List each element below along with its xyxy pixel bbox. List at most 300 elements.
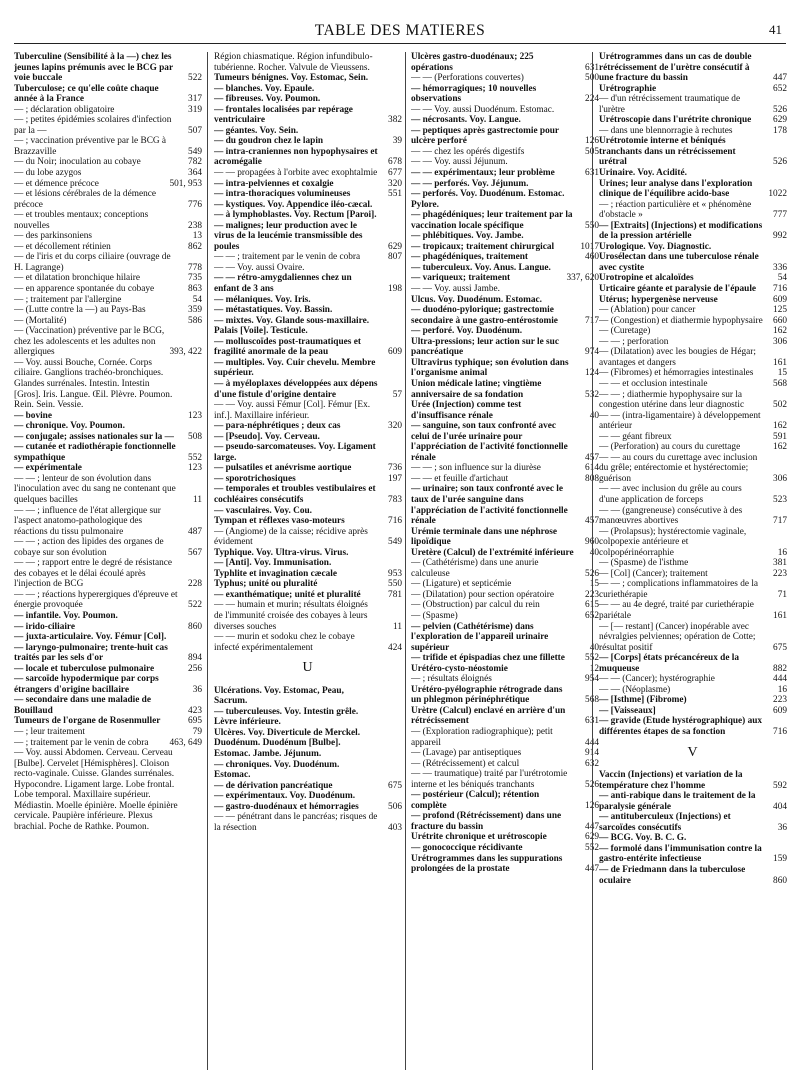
entry-page-ref: 614 (585, 463, 599, 474)
entry-text: — et décollement rétinien (14, 241, 111, 252)
index-entry (599, 242, 787, 253)
entry-text: — à myéloplaxes développées aux dépens d'une fistule d'origine dentaire (214, 378, 378, 400)
index-entry (214, 210, 402, 221)
entry-text: — — murin et sodoku chez le cobaye infecté expérimentalement (214, 632, 355, 653)
entry-text: Ultra-pressions; leur action sur le suc pancréatique (411, 336, 559, 358)
index-entry (411, 706, 599, 727)
index-entry (14, 748, 202, 832)
index-entry (599, 273, 787, 284)
entry-page-ref: 631 (585, 716, 599, 727)
entry-text: Urée (Injection) comme test d'insuffisance rénale (411, 400, 522, 421)
entry-text: Urétéro-pyélographie rétrograde dans un phlegmon périnéphrétique (411, 684, 563, 706)
entry-text: — (Lutte contre la —) au Pays-Bas (14, 305, 146, 316)
entry-page-ref: 523 (773, 494, 787, 505)
entry-text: — intra-thoraciques volumineuses (214, 189, 351, 200)
index-entry (599, 622, 787, 654)
entry-text: — — humain et murin; résultats éloignés de l'immunité croisée des cobayes à leurs diverses souches (214, 600, 368, 632)
entry-page-ref: 695 (188, 716, 202, 727)
index-entry (411, 84, 599, 105)
index-entry (411, 527, 599, 548)
index-entry (14, 716, 202, 727)
index-entry (411, 52, 599, 73)
index-entry (14, 674, 202, 695)
index-entry (411, 337, 599, 358)
index-entry (14, 157, 202, 168)
entry-page-ref: 675 (388, 780, 402, 791)
entry-text: — vasculaires. Voy. Cou. (214, 505, 312, 516)
entry-text: — irido-ciliaire (14, 621, 76, 632)
entry-text: Urétéro-cysto-néostomie (411, 663, 508, 674)
entry-page-ref: 457 (585, 516, 599, 527)
entry-page-ref: 15 (589, 579, 599, 590)
entry-page-ref: 306 (773, 473, 787, 484)
entry-page-ref: 382 (388, 115, 402, 126)
entry-page-ref: 631 (585, 168, 599, 179)
entry-page-ref: 57 (392, 389, 402, 400)
entry-page-ref: 631 (585, 62, 599, 73)
index-entry (214, 579, 402, 590)
index-entry (599, 442, 787, 453)
entry-page-ref: 11 (193, 494, 202, 505)
entry-page-ref: 677 (388, 168, 402, 179)
index-entry (14, 284, 202, 295)
entry-page-ref: 36 (777, 822, 787, 833)
entry-page-ref: 781 (388, 589, 402, 600)
entry-page-ref: 423 (188, 705, 202, 716)
index-entry (14, 537, 202, 558)
index-entry (14, 252, 202, 273)
entry-text: — infantile. Voy. Poumon. (14, 610, 118, 621)
entry-page-ref: 223 (585, 589, 599, 600)
entry-page-ref: 15 (777, 368, 787, 379)
entry-text: Typhlite et invagination cæcale (214, 568, 338, 579)
index-entry (14, 189, 202, 210)
index-entry (14, 442, 202, 463)
entry-text: — conjugale; assises nationales sur la — (14, 431, 174, 442)
entry-text: — tuberculeux. Voy. Anus. Langue. (411, 262, 551, 273)
entry-text: — — (Néoplasme) (599, 684, 671, 695)
entry-page-ref: 508 (188, 431, 202, 442)
index-entry (411, 653, 599, 664)
entry-text: — — (intra-ligamentaire) à développement antérieur (599, 410, 761, 432)
entry-page-ref: 782 (188, 157, 202, 168)
entry-text: — (Rétrécissement) et calcul (411, 758, 520, 769)
index-entry (14, 727, 202, 738)
entry-text: Tuberculine (Sensibilité à la —) chez les jeunes lapins prémunis avec le BCG par voie buccale (14, 52, 173, 84)
entry-text: — — Voy. aussi Jéjunum. (411, 157, 508, 168)
entry-page-ref: 13 (192, 231, 202, 242)
entry-text: — — ; son influence sur la diurèse (411, 463, 541, 474)
entry-page-ref: 463, 649 (169, 737, 202, 748)
entry-text: — sarcoïde hypodermique par corps étrangers d'origine bacillaire (14, 674, 159, 695)
entry-page-ref: 953 (388, 568, 402, 579)
index-entry (599, 252, 787, 273)
entry-text: — du Noir; inoculation au cobaye (14, 157, 141, 168)
index-entry (411, 790, 599, 811)
entry-text: Urinaire. Voy. Acidité. (599, 168, 687, 179)
entry-page-ref: 507 (188, 125, 202, 136)
section-letter: V (687, 744, 699, 760)
entry-page-ref: 159 (773, 854, 787, 865)
index-column-4 (599, 52, 787, 1072)
entry-text: — laryngo-pulmonaire; trente-huit cas traités par les sels d'or (14, 642, 168, 664)
entry-page-ref: 162 (773, 442, 787, 453)
entry-text: — — pénétrant dans le pancréas; risques de la résection (214, 812, 378, 833)
entry-text: — du lobe azygos (14, 168, 82, 179)
index-entry (411, 611, 599, 622)
entry-page-ref: 717 (773, 516, 787, 527)
index-entry (411, 748, 599, 759)
entry-page-ref: 675 (773, 642, 787, 653)
entry-text: — bovine (14, 410, 52, 421)
entry-page-ref: 393, 422 (169, 347, 202, 358)
index-entry (411, 326, 599, 337)
entry-page-ref: 717 (585, 315, 599, 326)
index-entry (599, 685, 787, 696)
entry-text: — (Prolapsus); hystérectomie vaginale, colpopexie antérieure et colpopérinéorraphie (599, 526, 747, 558)
entry-page-ref: 716 (773, 284, 787, 295)
index-entry (599, 305, 787, 316)
entry-page-ref: 882 (773, 663, 787, 674)
entry-text: Urines; leur analyse dans l'exploration clinique de l'équilibre acido-base (599, 178, 753, 200)
entry-page-ref: 197 (388, 473, 402, 484)
entry-text: — des parkinsoniens (14, 231, 92, 242)
index-entry (599, 453, 787, 485)
entry-text: — anti-rabique dans le traitement de la paralysie générale (599, 791, 756, 812)
entry-text: — [Col] (Cancer); traitement (599, 568, 708, 579)
entry-page-ref: 404 (773, 801, 787, 812)
entry-page-ref: 550 (388, 579, 402, 590)
entry-page-ref: 609 (773, 294, 787, 305)
index-entry (411, 400, 599, 421)
index-entry (14, 611, 202, 622)
index-entry (599, 558, 787, 569)
entry-text: — — (Cancer); hystérographie (599, 674, 715, 685)
index-entry (14, 664, 202, 675)
entry-text: Typhique. Voy. Ultra-virus. Virus. (214, 547, 349, 558)
index-entry (411, 832, 599, 843)
entry-text: Urosélectan dans une tuberculose rénale avec cystite (599, 252, 759, 273)
header-rule (14, 43, 786, 44)
index-entry (411, 210, 599, 231)
section-letter: U (302, 660, 314, 676)
entry-page-ref: 776 (188, 199, 202, 210)
index-entry (599, 368, 787, 379)
entry-page-ref: 615 (585, 600, 599, 611)
entry-text: — duodéno-pylorique; gastrectomie secondaire à une gastro-entérostomie (411, 305, 558, 326)
entry-text: — de dérivation pancréatique (214, 780, 333, 791)
entry-text: Ulcères. Voy. Diverticule de Merckel. Duodénum. Duodénum [Bulbe]. Estomac. Jambe. Jéjunum. (214, 727, 361, 759)
entry-text: Ulcérations. Voy. Estomac, Peau, Sacrum. (214, 685, 344, 707)
entry-page-ref: 716 (388, 516, 402, 527)
index-entry (14, 432, 202, 443)
entry-page-ref: 460 (585, 252, 599, 263)
index-entry (214, 337, 402, 358)
entry-text: — — Voy. aussi Jambe. (411, 284, 500, 295)
entry-text: — d'un rétrécissement traumatique de l'urètre (599, 94, 741, 115)
entry-page-ref: 783 (388, 494, 402, 505)
entry-page-ref: 974 (585, 347, 599, 358)
index-entry (14, 421, 202, 432)
index-entry (599, 812, 787, 833)
index-column-3 (411, 52, 599, 1072)
entry-page-ref: 505 (585, 146, 599, 157)
entry-text: — et démence précoce (14, 178, 99, 189)
index-entry (599, 411, 787, 432)
index-entry (14, 105, 202, 116)
index-entry (214, 632, 402, 653)
entry-page-ref: 1022 (768, 189, 787, 200)
entry-text: — (Dilatation) avec les bougies de Hégar; avantages et dangers (599, 347, 756, 368)
index-entry (214, 506, 402, 517)
column-divider (592, 52, 593, 1070)
entry-page-ref: 586 (188, 315, 202, 326)
entry-text: Tuberculose; ce qu'elle coûte chaque année à la France (14, 83, 159, 105)
entry-page-ref: 502 (773, 400, 787, 411)
entry-text: — variqueux; traitement (411, 273, 511, 284)
index-entry (214, 179, 402, 190)
entry-text: Urétrogrammes dans les suppurations prolongées de la prostate (411, 853, 563, 875)
index-entry (599, 200, 787, 221)
index-entry (214, 379, 402, 400)
index-entry (599, 316, 787, 327)
page-header (0, 14, 800, 40)
entry-text: — (Angiome) de la caisse; récidive après évidement (214, 526, 368, 548)
entry-text: Région chiasmatique. Région infundibulo-tubérienne. Rocher. Valvule de Vieussens. (214, 52, 373, 73)
index-entry (14, 210, 202, 231)
entry-text: — ; petites épidémies scolaires d'infection par la — (14, 115, 172, 136)
entry-text: — (Dilatation) pour section opératoire (411, 589, 555, 600)
entry-page-ref: 860 (188, 621, 202, 632)
entry-text: Tympan et réflexes vaso-moteurs (214, 516, 345, 527)
entry-page-ref: 306 (773, 336, 787, 347)
entry-page-ref: 161 (773, 357, 787, 368)
entry-page-ref: 40 (589, 547, 599, 558)
index-entry (14, 295, 202, 306)
entry-page-ref: 256 (188, 663, 202, 674)
entry-text: — [Isthme] (Fibrome) (599, 695, 687, 706)
index-entry (599, 653, 787, 674)
entry-page-ref: 336 (773, 262, 787, 273)
entry-text: — — perforés. Voy. Jéjunum. (411, 178, 529, 189)
entry-page-ref: 526 (773, 104, 787, 115)
entry-page-ref: 124 (585, 368, 599, 379)
index-entry (214, 263, 402, 274)
page-number: 41 (769, 22, 782, 37)
entry-text: Tumeurs bénignes. Voy. Estomac, Sein. (214, 73, 369, 84)
entry-page-ref: 500 (585, 73, 599, 84)
index-entry (599, 484, 787, 505)
index-entry (599, 865, 787, 886)
entry-text: — [Anti]. Voy. Immunisation. (214, 558, 332, 569)
entry-text: — sporotrichosiques (214, 473, 296, 484)
entry-text: — ; traitement par l'allergine (14, 294, 122, 305)
index-entry (214, 442, 402, 463)
index-entry (599, 84, 787, 95)
entry-text: — chronique. Voy. Poumon. (14, 421, 125, 432)
entry-page-ref: 894 (188, 653, 202, 664)
entry-text: Tumeurs de l'organe de Rosenmuller (14, 716, 161, 727)
index-entry (599, 716, 787, 737)
entry-text: — [Vaisseaux] (599, 705, 656, 716)
entry-text: — (Vaccination) préventive par le BCG, chez les adolescents et les adultes non allergiques (14, 326, 165, 358)
index-entry (214, 527, 402, 548)
index-entry (214, 728, 402, 760)
entry-page-ref: 126 (585, 136, 599, 147)
entry-page-ref: 424 (388, 642, 402, 653)
entry-text: — tuberculeuses. Voy. Intestin grêle. Lèvre inférieure. (214, 706, 359, 728)
index-entry (411, 548, 599, 559)
entry-text: — phlébitiques. Voy. Jambe. (411, 231, 524, 242)
index-entry (411, 105, 599, 116)
entry-page-ref: 162 (773, 326, 787, 337)
entry-page-ref: 125 (773, 305, 787, 316)
index-entry (411, 168, 599, 179)
index-entry (599, 600, 787, 621)
index-entry (14, 231, 202, 242)
entry-page-ref: 552 (585, 843, 599, 854)
entry-text: — géantes. Voy. Sein. (214, 125, 299, 136)
index-entry (599, 833, 787, 844)
entry-text: — (Lavage) par antiseptiques (411, 748, 522, 759)
index-entry (14, 558, 202, 590)
entry-page-ref: 532 (585, 389, 599, 400)
entry-page-ref: 678 (388, 157, 402, 168)
entry-text: — — ; complications inflammatoires de la curiethérapie (599, 579, 759, 600)
entry-text: — de Friedmann dans la tuberculose oculaire (599, 865, 746, 886)
entry-text: — — ; action des lipides des organes de cobaye sur son évolution (14, 537, 164, 558)
index-entry (14, 632, 202, 643)
index-entry (411, 579, 599, 590)
entry-text: — — (gangreneuse) consécutive à des manœuvres abortives (599, 505, 743, 527)
index-entry (411, 379, 599, 400)
index-entry (214, 569, 402, 580)
entry-text: — (Ablation) pour cancer (599, 305, 696, 316)
index-entry (14, 463, 202, 474)
entry-text: — profond (Rétrécissement) dans une fracture du bassin (411, 811, 562, 832)
entry-text: — temporales et troubles vestibulaires et cochléaires consécutifs (214, 484, 376, 505)
entry-text: — — expérimentaux; leur problème (411, 168, 555, 179)
index-column-2 (214, 52, 402, 1072)
entry-text: — ; déclaration obligatoire (14, 104, 115, 115)
entry-page-ref: 568 (585, 695, 599, 706)
index-entry (411, 854, 599, 875)
entry-page-ref: 992 (773, 231, 787, 242)
entry-text: — (Mortalité) (14, 315, 67, 326)
entry-page-ref: 198 (388, 284, 402, 295)
index-entry (411, 474, 599, 485)
entry-text: — — chez les opérés digestifs (411, 146, 525, 157)
index-entry (214, 600, 402, 632)
entry-page-ref: 609 (388, 347, 402, 358)
index-entry (14, 84, 202, 105)
entry-text: — — et feuille d'artichaut (411, 473, 509, 484)
entry-text: — — ; réactions hyperergiques d'épreuve et énergie provoquée (14, 589, 178, 611)
index-entry (411, 727, 599, 748)
entry-page-ref: 487 (188, 526, 202, 537)
entry-text: — — au 4e degré, traité par curiethérapie pariétale (599, 600, 754, 621)
entry-page-ref: 591 (773, 431, 787, 442)
entry-text: — ; réaction particulière et « phénomène d'obstacle » (599, 199, 752, 221)
index-entry (214, 147, 402, 168)
entry-text: — (Spasme) (411, 610, 458, 621)
entry-page-ref: 11 (393, 621, 402, 632)
entry-text: — kystiques. Voy. Appendice iléo-cæcal. (214, 199, 373, 210)
entry-page-ref: 1017 (580, 241, 599, 252)
index-entry (599, 179, 787, 200)
index-entry (599, 379, 787, 390)
entry-text: — frontales localisées par repérage ventriculaire (214, 104, 353, 126)
entry-text: — — et occlusion intestinale (599, 378, 708, 389)
entry-text: — gastro-duodénaux et hémorragies (214, 801, 359, 812)
index-entry (411, 685, 599, 706)
entry-page-ref: 36 (192, 684, 202, 695)
entry-page-ref: 954 (585, 674, 599, 685)
entry-text: — — ; rapport entre le degré de résistance des cobayes et le délai écoulé après l'injection de BCG (14, 558, 172, 590)
entry-page-ref: 12 (589, 663, 599, 674)
entry-text: — (Curetage) (599, 326, 651, 337)
entry-text: — tropicaux; traitement chirurgical (411, 241, 555, 252)
index-entry (411, 590, 599, 601)
entry-text: — en apparence spontanée du cobaye (14, 284, 155, 295)
index-entry (214, 590, 402, 601)
entry-text: — expérimentale (14, 463, 82, 474)
index-entry (411, 242, 599, 253)
index-entry (411, 231, 599, 242)
index-entry (214, 189, 402, 200)
entry-page-ref: 863 (188, 284, 202, 295)
entry-text: — — traumatique) traité par l'urétrotomie interne et les béniqués tranchants (411, 769, 568, 790)
entry-text: — — ; perforation (599, 336, 669, 347)
entry-page-ref: 629 (773, 115, 787, 126)
entry-text: — pelvien (Cathétérisme) dans l'exploration de l'appareil urinaire supérieur (411, 621, 549, 653)
entry-text: — multiples. Voy. Cuir chevelu. Membre supérieur. (214, 357, 376, 379)
index-entry (14, 622, 202, 633)
entry-text: — [Pseudo]. Voy. Cerveau. (214, 431, 320, 442)
entry-text: — du goudron chez le lapin (214, 136, 324, 147)
entry-text: — perforé. Voy. Duodénum. (411, 326, 523, 337)
entry-page-ref: 447 (585, 864, 599, 875)
index-entry (411, 622, 599, 654)
entry-page-ref: 526 (773, 157, 787, 168)
index-entry (214, 295, 402, 306)
entry-text: — à lymphoblastes. Voy. Rectum [Paroi]. (214, 210, 377, 221)
entry-text: — ; vaccination préventive par le BCG à Brazzaville (14, 136, 167, 157)
index-entry (599, 706, 787, 717)
index-entry (599, 695, 787, 706)
entry-page-ref: 364 (188, 168, 202, 179)
entry-text: — chroniques. Voy. Duodénum. Estomac. (214, 759, 340, 781)
entry-page-ref: 552 (188, 452, 202, 463)
entry-page-ref: 161 (773, 610, 787, 621)
entry-page-ref: 162 (773, 421, 787, 432)
entry-text: Typhus; unité ou pluralité (214, 579, 318, 590)
index-column-1 (14, 52, 202, 1072)
index-entry (599, 844, 787, 865)
entry-page-ref: 16 (777, 684, 787, 695)
entry-text: — Voy. aussi Abdomen. Cerveau. Cerveau [Bulbe]. Cervelet [Hémisphères]. Cloison recto-vaginale. Cuisse. Glandes surrénales. Hypocondre. Ligament large. Lobe frontal. Lobe temporal. Maxillaire supérieur. Médiastin. Moelle épinière. Moelle épinière cervicale. Paupière inférieure. Plexus brachial. Poche de Rathke. Poumon. (14, 748, 178, 832)
entry-page-ref: 777 (773, 210, 787, 221)
entry-text: — (Fibromes) et hémorragies intestinales (599, 368, 754, 379)
entry-text: — — rétro-amygdaliennes chez un enfant de 3 ans (214, 273, 352, 295)
index-entry (14, 168, 202, 179)
index-entry (214, 781, 402, 792)
entry-text: Ulcères gastro-duodénaux; 225 opérations (411, 52, 534, 73)
entry-text: — mélaniques. Voy. Iris. (214, 294, 311, 305)
entry-page-ref: 319 (188, 104, 202, 115)
entry-page-ref: 629 (388, 241, 402, 252)
entry-page-ref: 862 (188, 241, 202, 252)
